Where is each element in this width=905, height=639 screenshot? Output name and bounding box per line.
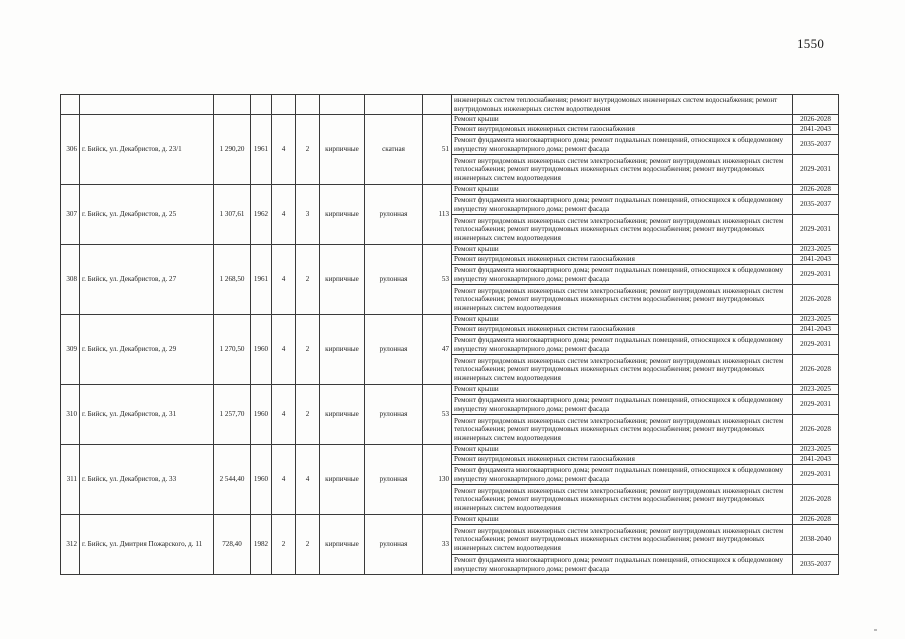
scan-artifact	[874, 629, 877, 631]
house-residents: 47	[423, 315, 452, 385]
empty-cell	[365, 95, 423, 115]
house-number: 308	[61, 245, 80, 315]
work-description: Ремонт фундамента многоквартирного дома; ремонт подвальных помещений, относящихся к общедомовому имуществу многоквартирного дома; ремонт фасада	[452, 395, 793, 415]
house-floors: 2	[272, 515, 296, 575]
work-period: 2026-2028	[793, 415, 839, 445]
table-row	[61, 515, 839, 525]
work-period: 2038-2040	[793, 525, 839, 555]
continuation-row	[61, 95, 839, 115]
work-period: 2035-2037	[793, 135, 839, 155]
work-description: Ремонт внутридомовых инженерных систем газоснабжения	[452, 255, 793, 265]
work-description: Ремонт внутридомовых инженерных систем электроснабжения; ремонт внутридомовых инженерных систем теплоснабжения; ремонт внутридомовых инженерных систем водоснабжения; ремонт внутридомовых инженерных систем водоотведения	[452, 415, 793, 445]
house-entrances: 2	[296, 515, 320, 575]
work-description: Ремонт фундамента многоквартирного дома; ремонт подвальных помещений, относящихся к общедомовому имуществу многоквартирного дома; ремонт фасада	[452, 555, 793, 575]
work-description: Ремонт крыши	[452, 115, 793, 125]
house-address: г. Бийск, ул. Декабристов, д. 25	[80, 185, 214, 245]
work-description: Ремонт крыши	[452, 385, 793, 395]
work-period: 2023-2025	[793, 385, 839, 395]
work-description: Ремонт фундамента многоквартирного дома; ремонт подвальных помещений, относящихся к общедомовому имуществу многоквартирного дома; ремонт фасада	[452, 135, 793, 155]
work-description: Ремонт крыши	[452, 185, 793, 195]
work-description: Ремонт внутридомовых инженерных систем электроснабжения; ремонт внутридомовых инженерных систем теплоснабжения; ремонт внутридомовых инженерных систем водоснабжения; ремонт внутридомовых инженерных систем водоотведения	[452, 285, 793, 315]
house-wall-material: кирпичные	[320, 515, 365, 575]
house-roof-type: рулонная	[365, 445, 423, 515]
house-year: 1982	[251, 515, 272, 575]
house-area: 1 270,50	[214, 315, 251, 385]
house-floors: 4	[272, 315, 296, 385]
work-description: Ремонт внутридомовых инженерных систем электроснабжения; ремонт внутридомовых инженерных систем теплоснабжения; ремонт внутридомовых инженерных систем водоснабжения; ремонт внутридомовых инженерных систем водоотведения	[452, 355, 793, 385]
empty-cell	[272, 95, 296, 115]
work-description: Ремонт крыши	[452, 445, 793, 455]
house-entrances: 2	[296, 115, 320, 185]
house-entrances: 3	[296, 185, 320, 245]
house-floors: 4	[272, 245, 296, 315]
work-description: инженерных систем теплоснабжения; ремонт внутридомовых инженерных систем водоснабжения; ремонт внутридомовых инженерных систем водоотведения	[452, 95, 793, 115]
work-period: 2023-2025	[793, 445, 839, 455]
house-floors: 4	[272, 445, 296, 515]
work-description: Ремонт фундамента многоквартирного дома; ремонт подвальных помещений, относящихся к общедомовому имуществу многоквартирного дома; ремонт фасада	[452, 195, 793, 215]
table-row	[61, 115, 839, 125]
work-description: Ремонт внутридомовых инженерных систем газоснабжения	[452, 455, 793, 465]
house-year: 1960	[251, 445, 272, 515]
house-residents: 130	[423, 445, 452, 515]
table-body	[61, 95, 839, 575]
work-description: Ремонт крыши	[452, 315, 793, 325]
work-period: 2041-2043	[793, 255, 839, 265]
house-year: 1960	[251, 315, 272, 385]
house-address: г. Бийск, ул. Декабристов, д. 33	[80, 445, 214, 515]
empty-cell	[61, 95, 80, 115]
work-period: 2029-2031	[793, 265, 839, 285]
work-description: Ремонт внутридомовых инженерных систем электроснабжения; ремонт внутридомовых инженерных систем теплоснабжения; ремонт внутридомовых инженерных систем водоснабжения; ремонт внутридомовых инженерных систем водоотведения	[452, 215, 793, 245]
work-period: 2041-2043	[793, 325, 839, 335]
work-period: 2041-2043	[793, 125, 839, 135]
work-period: 2026-2028	[793, 355, 839, 385]
empty-cell	[320, 95, 365, 115]
house-floors: 4	[272, 185, 296, 245]
work-description: Ремонт внутридомовых инженерных систем газоснабжения	[452, 125, 793, 135]
work-period: 2023-2025	[793, 315, 839, 325]
house-year: 1962	[251, 185, 272, 245]
house-number: 310	[61, 385, 80, 445]
page-number: 1550	[797, 36, 825, 51]
house-number: 307	[61, 185, 80, 245]
house-entrances: 2	[296, 315, 320, 385]
work-period: 2026-2028	[793, 115, 839, 125]
house-number: 306	[61, 115, 80, 185]
house-roof-type: рулонная	[365, 245, 423, 315]
work-period: 2029-2031	[793, 335, 839, 355]
work-period: 2035-2037	[793, 555, 839, 575]
table-row	[61, 185, 839, 195]
work-description: Ремонт крыши	[452, 245, 793, 255]
empty-cell	[423, 95, 452, 115]
house-area: 1 290,20	[214, 115, 251, 185]
house-area: 728,40	[214, 515, 251, 575]
work-period: 2029-2031	[793, 395, 839, 415]
work-period: 2029-2031	[793, 215, 839, 245]
house-address: г. Бийск, ул. Декабристов, д. 29	[80, 315, 214, 385]
empty-cell	[80, 95, 214, 115]
house-entrances: 2	[296, 245, 320, 315]
table-row	[61, 445, 839, 455]
work-period: 2026-2028	[793, 185, 839, 195]
house-wall-material: кирпичные	[320, 445, 365, 515]
work-period: 2029-2031	[793, 155, 839, 185]
house-address: г. Бийск, ул. Декабристов, д. 27	[80, 245, 214, 315]
house-address: г. Бийск, ул. Декабристов, д. 31	[80, 385, 214, 445]
house-residents: 33	[423, 515, 452, 575]
house-wall-material: кирпичные	[320, 185, 365, 245]
house-wall-material: кирпичные	[320, 385, 365, 445]
work-period: 2026-2028	[793, 485, 839, 515]
house-number: 309	[61, 315, 80, 385]
house-residents: 51	[423, 115, 452, 185]
house-number: 311	[61, 445, 80, 515]
house-area: 1 268,50	[214, 245, 251, 315]
house-entrances: 2	[296, 385, 320, 445]
house-wall-material: кирпичные	[320, 245, 365, 315]
work-description: Ремонт крыши	[452, 515, 793, 525]
house-number: 312	[61, 515, 80, 575]
work-description: Ремонт фундамента многоквартирного дома; ремонт подвальных помещений, относящихся к общедомовому имуществу многоквартирного дома; ремонт фасада	[452, 465, 793, 485]
house-area: 1 257,70	[214, 385, 251, 445]
house-roof-type: скатная	[365, 115, 423, 185]
work-period: 2026-2028	[793, 515, 839, 525]
work-description: Ремонт фундамента многоквартирного дома; ремонт подвальных помещений, относящихся к общедомовому имуществу многоквартирного дома; ремонт фасада	[452, 265, 793, 285]
house-year: 1961	[251, 245, 272, 315]
empty-cell	[251, 95, 272, 115]
house-roof-type: рулонная	[365, 185, 423, 245]
house-entrances: 4	[296, 445, 320, 515]
capital-repair-table	[60, 94, 839, 575]
work-period	[793, 95, 839, 115]
work-period: 2035-2037	[793, 195, 839, 215]
work-description: Ремонт внутридомовых инженерных систем электроснабжения; ремонт внутридомовых инженерных систем теплоснабжения; ремонт внутридомовых инженерных систем водоснабжения; ремонт внутридомовых инженерных систем водоотведения	[452, 155, 793, 185]
house-year: 1960	[251, 385, 272, 445]
house-residents: 113	[423, 185, 452, 245]
house-year: 1961	[251, 115, 272, 185]
house-roof-type: рулонная	[365, 315, 423, 385]
table-row	[61, 245, 839, 255]
house-residents: 53	[423, 385, 452, 445]
house-floors: 4	[272, 385, 296, 445]
table-row	[61, 315, 839, 325]
work-description: Ремонт внутридомовых инженерных систем газоснабжения	[452, 325, 793, 335]
house-roof-type: рулонная	[365, 515, 423, 575]
house-address: г. Бийск, ул. Дмитрия Пожарского, д. 11	[80, 515, 214, 575]
house-wall-material: кирпичные	[320, 315, 365, 385]
empty-cell	[296, 95, 320, 115]
work-description: Ремонт внутридомовых инженерных систем электроснабжения; ремонт внутридомовых инженерных систем теплоснабжения; ремонт внутридомовых инженерных систем водоснабжения; ремонт внутридомовых инженерных систем водоотведения	[452, 525, 793, 555]
house-floors: 4	[272, 115, 296, 185]
work-description: Ремонт внутридомовых инженерных систем электроснабжения; ремонт внутридомовых инженерных систем теплоснабжения; ремонт внутридомовых инженерных систем водоснабжения; ремонт внутридомовых инженерных систем водоотведения	[452, 485, 793, 515]
house-roof-type: рулонная	[365, 385, 423, 445]
empty-cell	[214, 95, 251, 115]
house-wall-material: кирпичные	[320, 115, 365, 185]
work-period: 2023-2025	[793, 245, 839, 255]
table-row	[61, 385, 839, 395]
work-period: 2041-2043	[793, 455, 839, 465]
work-period: 2026-2028	[793, 285, 839, 315]
house-address: г. Бийск, ул. Декабристов, д. 23/1	[80, 115, 214, 185]
house-residents: 53	[423, 245, 452, 315]
house-area: 1 307,61	[214, 185, 251, 245]
house-area: 2 544,40	[214, 445, 251, 515]
work-description: Ремонт фундамента многоквартирного дома; ремонт подвальных помещений, относящихся к общедомовому имуществу многоквартирного дома; ремонт фасада	[452, 335, 793, 355]
work-period: 2029-2031	[793, 465, 839, 485]
